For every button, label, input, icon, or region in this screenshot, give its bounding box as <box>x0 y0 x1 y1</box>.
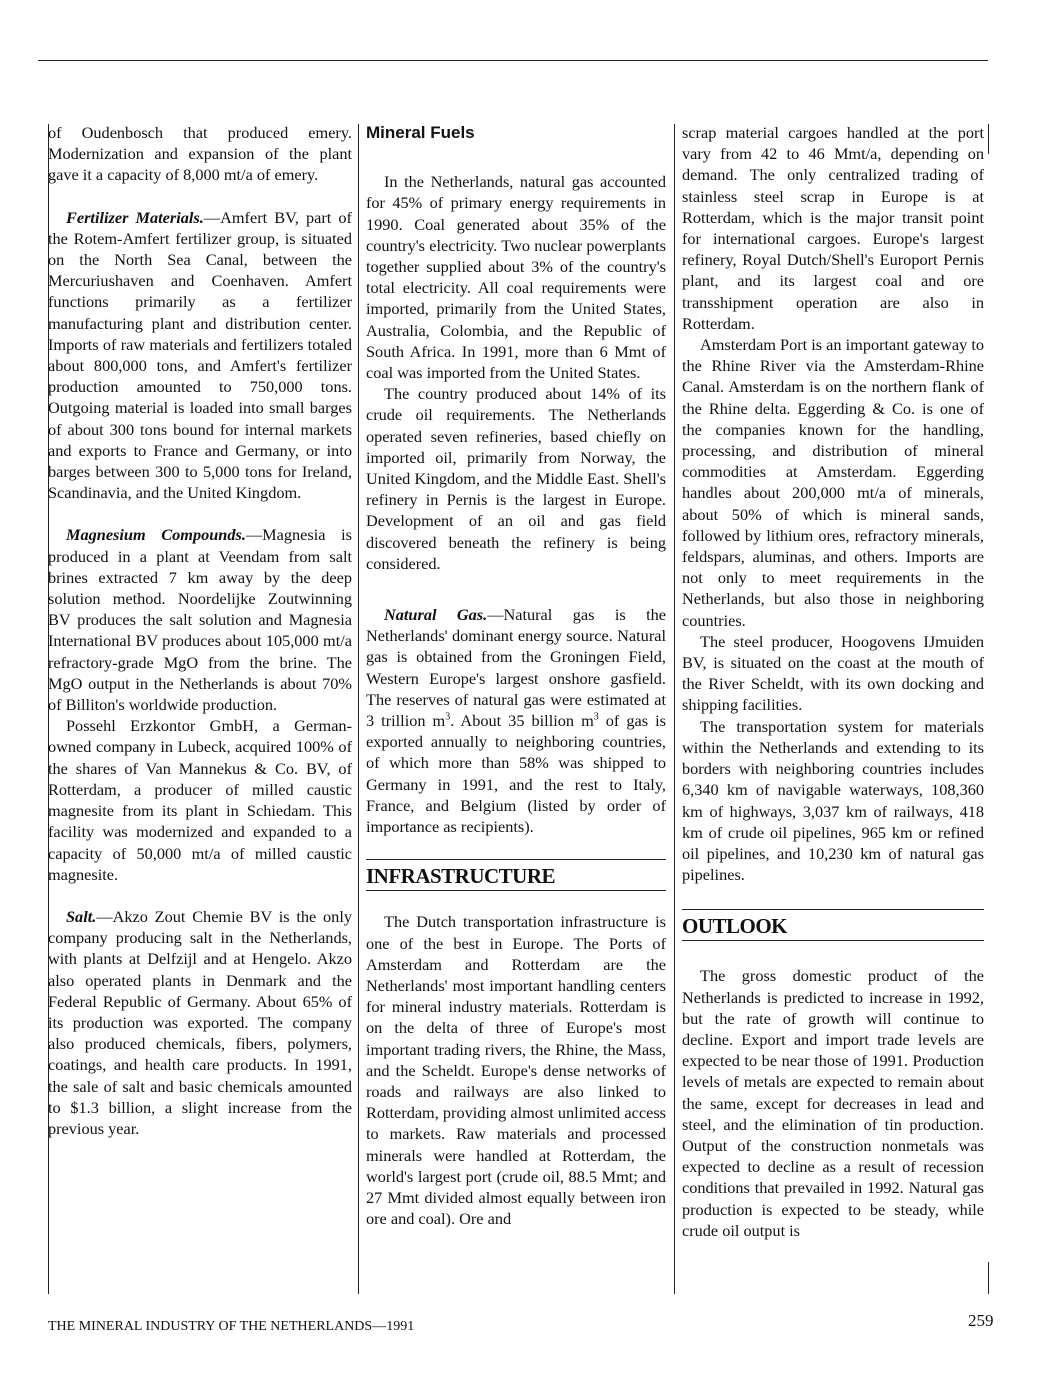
paragraph-infrastructure: The Dutch transportation infrastructure is one of the best in Europe. The Ports of Amsterdam and Rotterdam are the Netherlands' most important handling centers for mineral industry materials. Rotterdam is on the delta of three of Europe's most important trading rivers, the Rhine, the Mass, and the Scheldt. Europe's dense networks of roads and railways are also linked to Rotterdam, providing almost unlimited access to markets. Raw materials and processed minerals were handled at Rotterdam, the world's largest port (crude oil, 88.5 Mmt; and 27 Mmt divided almost equally between iron ore and coal). Ore and <box>366 912 666 1229</box>
paragraph-outlook: The gross domestic product of the Netherlands is predicted to increase in 1992, but the rate of growth will continue to decline. Export and import trade levels are expected to be near those of 1991. Production levels of metals are expected to remain about the same, except for decreases in lead and steel, and the elimination of tin production. Output of the construction nonmetals was expected to decline as a result of recession conditions that prevailed in 1992. Natural gas production is expected to be steady, while crude oil output is <box>682 966 984 1240</box>
paragraph-fuels-2: The country produced about 14% of its crude oil requirements. The Netherlands operated seven refineries, based chiefly on imported oil, primarily from Norway, the United Kingdom, and the Middle East. Shell's refinery in Pernis is the largest in Europe. Development of an oil and gas field discovered beneath the refinery is being considered. <box>366 384 666 573</box>
page-number: 259 <box>968 1311 994 1330</box>
paragraph-transport: The transportation system for materials within the Netherlands and extending to its borders with neighboring countries includes 6,340 km of navigable waterways, 108,360 km of highways, 3,037 km of railways, 418 km of crude oil pipelines, 965 km or refined oil pipelines, and 10,230 km of natural gas pipelines. <box>682 716 984 885</box>
paragraph-fertilizer <box>48 207 352 504</box>
paragraph-scrap: scrap material cargoes handled at the port vary from 42 to 46 Mmt/a, depending on demand. The only centralized trading of stainless steel scrap in Europe is at Rotterdam, which is the major transit point for international cargoes. Europe's largest refinery, Royal Dutch/Shell's Europort Pernis plant, and its largest coal and ore transshipment operation are also in Rotterdam. <box>682 123 984 333</box>
column-rule <box>988 1262 989 1294</box>
column-rule <box>674 124 675 1294</box>
superscript: 3 <box>593 711 599 723</box>
paragraph-salt <box>48 906 352 1139</box>
top-rule <box>38 60 988 61</box>
fertilizer-body: —Amfert BV, part of the Rotem-Amfert fertilizer group, is situated on the North Sea Canal, between the Mercuriushaven and Coenhaven. Amfert functions primarily as a fertilizer manufacturing plant and distribution center. Imports of raw materials and fertilizers totaled about 800,000 tons, and Amfert's fertilizer production amounted to 750,000 tons. Outgoing material is loaded into small barges of about 300 tons bound for internal markets and exports to France and Germany, or into barges between 300 to 5,000 tons for Ireland, Scandinavia, and the United Kingdom. <box>48 207 352 503</box>
infrastructure-heading: INFRASTRUCTURE <box>366 859 666 891</box>
paragraph-emery: of Oudenbosch that produced emery. Modernization and expansion of the plant gave it a capacity of 8,000 mt/a of emery. <box>48 123 352 185</box>
paragraph-possehl: Possehl Erzkontor GmbH, a German-owned company in Lubeck, acquired 100% of the shares of Van Mannekus & Co. BV, of Rotterdam, a producer of milled caustic magnesite from its plant in Schiedam. This facility was modernized and expanded to a capacity of 50,000 mt/a of milled caustic magnesite. <box>48 716 352 884</box>
natural-gas-body: —Natural gas is the Netherlands' dominant energy source. Natural gas is obtained from the Groningen Field, Western Europe's largest onshore gasfield. The reserves of natural gas were estimated at 3 trillion m <box>366 605 666 731</box>
natural-gas-heading: Natural Gas. <box>384 605 488 625</box>
mineral-fuels-heading: Mineral Fuels <box>366 123 475 142</box>
running-footer: THE MINERAL INDUSTRY OF THE NETHERLANDS—1991 <box>48 1319 415 1334</box>
column-right <box>682 122 984 1241</box>
natural-gas-body: of gas is exported annually to neighboring countries, of which more than 58% was shipped to Germany in 1991, and the rest to Italy, France, and Belgium (listed by order of importance as recipients). <box>366 711 666 837</box>
fertilizer-heading: Fertilizer Materials. <box>66 207 204 227</box>
column-left <box>48 122 352 1139</box>
paragraph-amsterdam: Amsterdam Port is an important gateway to the Rhine River via the Amsterdam-Rhine Canal. Amsterdam is on the northern flank of the Rhine delta. Eggerding & Co. is one of the companies known for the handling, processing, and distribution of mineral commodities at Amsterdam. Eggerding handles about 200,000 mt/a of minerals, about 50% of which is mineral sands, followed by lithium ores, refractory minerals, feldspars, aluminas, and others. Imports are not only to meet requirements in the Netherlands, but also those in neighboring countries. <box>682 335 984 630</box>
salt-heading: Salt. <box>66 906 97 926</box>
superscript: 3 <box>445 711 451 723</box>
paragraph-fuels-1: In the Netherlands, natural gas accounted for 45% of primary energy requirements in 1990. Coal generated about 35% of the country's electricity. Two nuclear powerplants together supplied about 3% of the country's total electricity. All coal requirements were imported, primarily from the United States, Australia, Colombia, and the Republic of South Africa. In 1991, more than 6 Mmt of coal was imported from the United States. <box>366 172 666 383</box>
outlook-heading: OUTLOOK <box>682 909 984 941</box>
column-rule <box>358 124 359 1294</box>
column-rule <box>988 124 989 154</box>
magnesium-heading: Magnesium Compounds. <box>66 525 246 545</box>
paragraph-steel: The steel producer, Hoogovens IJmuiden BV, is situated on the coast at the mouth of the River Scheldt, with its own docking and shipping facilities. <box>682 631 984 715</box>
paragraph-magnesium <box>48 524 352 715</box>
paragraph-natural-gas <box>366 604 666 837</box>
natural-gas-body: . About 35 billion m <box>450 711 594 731</box>
magnesium-body: —Magnesia is produced in a plant at Veendam from salt brines extracted 7 km away by the deep solution method. Noordelijke Zoutwinning BV produces the salt solution and Magnesia International BV produces about 105,000 mt/a refractory-grade MgO from the brine. The MgO output in the Netherlands is about 70% of Billiton's worldwide production. <box>48 525 352 715</box>
column-middle <box>366 122 666 1229</box>
salt-body: —Akzo Zout Chemie BV is the only company producing salt in the Netherlands, with plants at Delfzijl and at Hengelo. Akzo also operated plants in Denmark and the Federal Republic of Germany. About 65% of its production was exported. The company also produced chemicals, fibers, polymers, coatings, and health care products. In 1991, the sale of salt and basic chemicals amounted to $1.3 billion, a slight increase from the previous year. <box>48 906 352 1138</box>
